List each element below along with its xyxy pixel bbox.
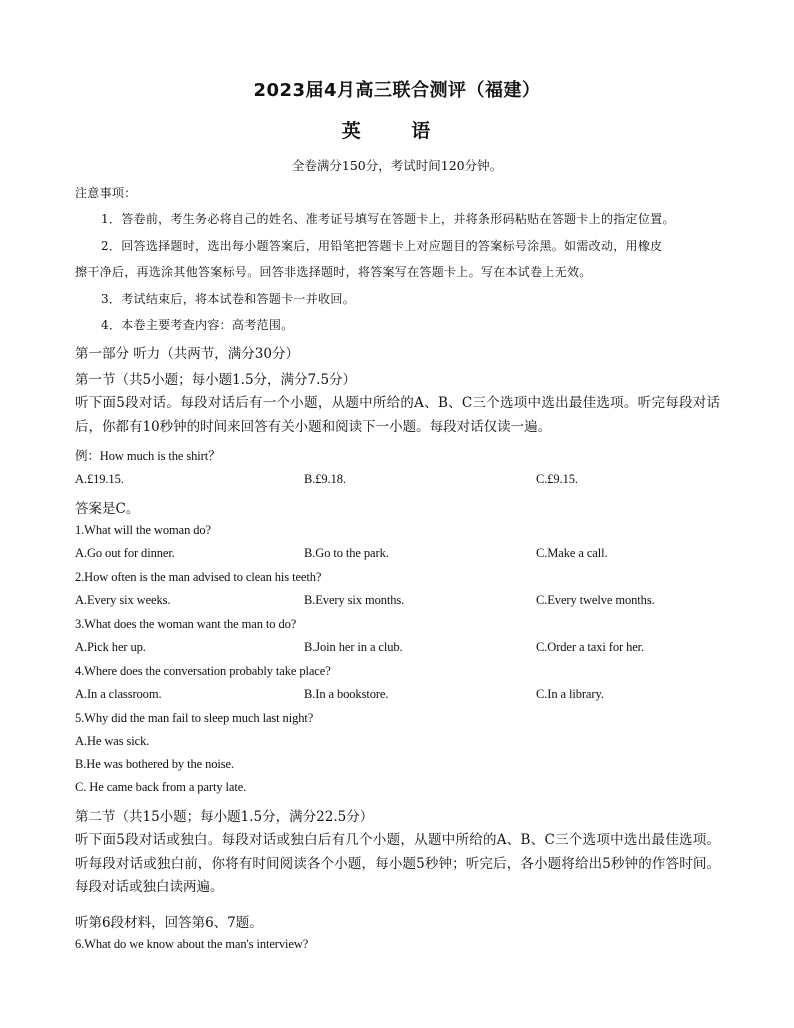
question-5: 5.Why did the man fail to sleep much last night? — [75, 711, 314, 725]
q3-option-b: B.Join her in a club. — [304, 640, 403, 654]
question-3: 3.What does the woman want the man to do? — [75, 617, 297, 631]
q4-option-a: A.In a classroom. — [75, 687, 162, 701]
example-option-b: B.£9.18. — [304, 472, 346, 486]
section1-instructions: 听下面5段对话。每段对话后有一个小题，从题中所给的A、B、C三个选项中选出最佳选项。听完每段对话后，你都有10秒钟的时间来回答有关小题和阅读下一小题。每段对话仅读一遍。 — [75, 395, 720, 435]
q5-option-c: C. He came back from a party late. — [75, 780, 247, 794]
q3-option-c: C.Order a taxi for her. — [536, 640, 645, 654]
section1-heading: 第一节（共5小题；每小题1.5分，满分7.5分） — [75, 372, 357, 388]
example-option-c: C.£9.15. — [536, 472, 578, 486]
example-question: 例：How much is the shirt？ — [75, 449, 221, 463]
question-4: 4.Where does the conversation probably take place? — [75, 664, 331, 678]
question-2: 2.How often is the man advised to clean his teeth? — [75, 570, 322, 584]
score-info: 全卷满分150分，考试时间120分钟。 — [291, 158, 503, 173]
notes-heading: 注意事项： — [75, 186, 137, 200]
q2-option-a: A.Every six weeks. — [75, 593, 171, 607]
q5-option-a: A.He was sick. — [75, 734, 150, 748]
q1-option-c: C.Make a call. — [536, 546, 608, 560]
q2-option-b: B.Every six months. — [304, 593, 405, 607]
q4-option-c: C.In a library. — [536, 687, 604, 701]
example-option-a: A.£19.15. — [75, 472, 124, 486]
question-1: 1.What will the woman do? — [75, 523, 212, 537]
note-item-1: 1．答卷前，考生务必将自己的姓名、准考证号填写在答题卡上，并将条形码粘贴在答题卡上的指定位置。 — [101, 212, 675, 226]
q1-option-b: B.Go to the park. — [304, 546, 389, 560]
q1-option-a: A.Go out for dinner. — [75, 546, 175, 560]
question-6: 6.What do we know about the man's interview? — [75, 937, 309, 951]
q4-option-b: B.In a bookstore. — [304, 687, 389, 701]
note-item-2: 2．回答选择题时，选出每小题答案后，用铅笔把答题卡上对应题目的答案标号涂黑。如需改动，用橡皮 — [101, 239, 663, 253]
q3-option-a: A.Pick her up. — [75, 640, 146, 654]
material-6-heading: 听第6段材料，回答第6、7题。 — [75, 915, 263, 931]
note-item-4: 4．本卷主要考查内容：高考范围。 — [101, 318, 294, 332]
section2-heading: 第二节（共15小题；每小题1.5分，满分22.5分） — [75, 809, 374, 825]
note-item-2-cont: 擦干净后，再选涂其他答案标号。回答非选择题时，将答案写在答题卡上。写在本试卷上无效。 — [75, 265, 592, 279]
q2-option-c: C.Every twelve months. — [536, 593, 655, 607]
q5-option-b: B.He was bothered by the noise. — [75, 757, 235, 771]
part1-heading: 第一部分 听力（共两节，满分30分） — [75, 346, 299, 362]
subject-title: 英 语 — [341, 120, 453, 142]
exam-title: 2023届4月高三联合测评（福建） — [253, 80, 541, 101]
note-item-3: 3．考试结束后，将本试卷和答题卡一并收回。 — [101, 292, 355, 306]
section2-instructions: 听下面5段对话或独白。每段对话或独白后有几个小题，从题中所给的A、B、C三个选项中选出最佳选项。听每段对话或独白前，你将有时间阅读各个小题，每小题5秒钟；听完后，各小题将给出5秒钟的作答时间。每段对话或独白读两遍。 — [75, 832, 720, 895]
example-answer: 答案是C。 — [75, 501, 140, 517]
